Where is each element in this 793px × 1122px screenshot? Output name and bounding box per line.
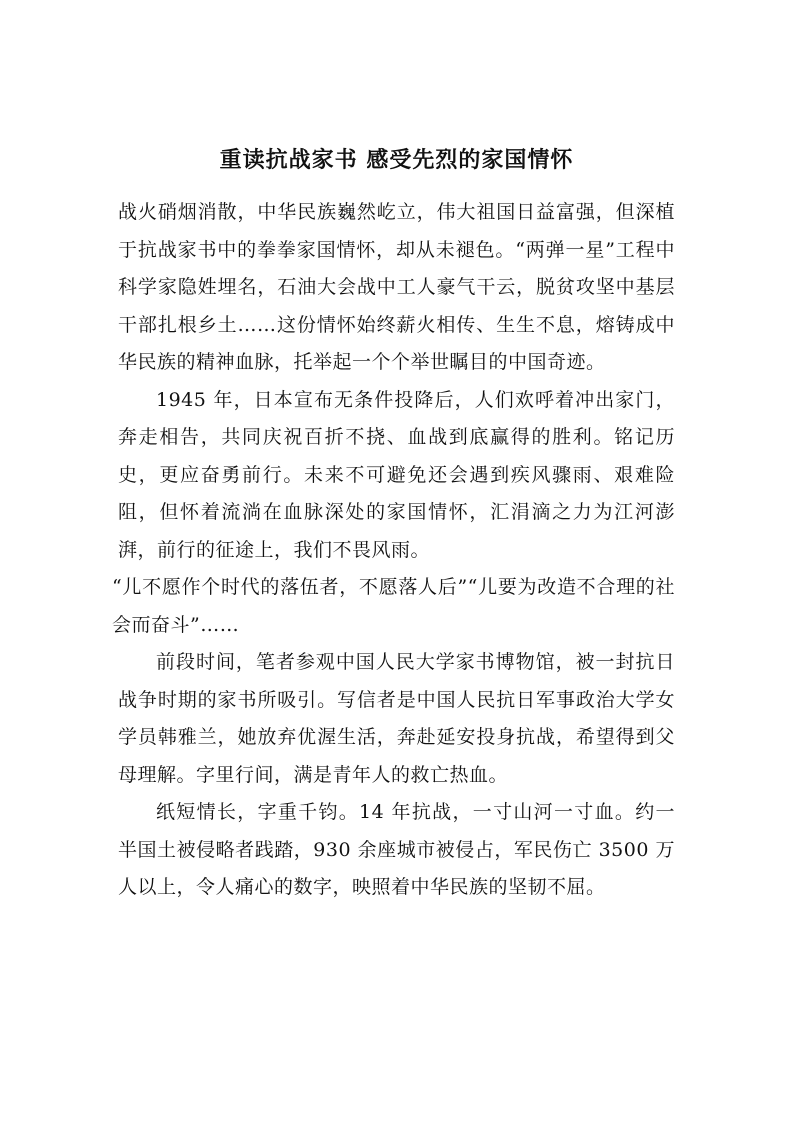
paragraph-2: 1945 年，日本宣布无条件投降后，人们欢呼着冲出家门，奔走相告，共同庆祝百折不挠、血战到底赢得的胜利。铭记历史，更应奋勇前行。未来不可避免还会遇到疾风骤雨、艰难险阻，但怀着流淌在血脉深处的家国情怀，汇涓滴之力为江河澎湃，前行的征途上，我们不畏风雨。 [118, 388, 675, 561]
paragraph-5: 纸短情长，字重千钧。14 年抗战，一寸山河一寸血。约一半国土被侵略者践踏，930 余座城市被侵占，军民伤亡 3500 万人以上，令人痛心的数字，映照着中华民族的坚韧不屈。 [118, 801, 675, 898]
document-title: 重读抗战家书 感受先烈的家国情怀 [219, 146, 574, 173]
document-body [112, 194, 675, 907]
paragraph-4: 前段时间，笔者参观中国人民大学家书博物馆，被一封抗日战争时期的家书所吸引。写信者是中国人民抗日军事政治大学女学员韩雅兰，她放弃优渥生活，奔赴延安投身抗战，希望得到父母理解。字里行间，满是青年人的救亡热血。 [118, 651, 675, 786]
paragraph-3-quote: “儿不愿作个时代的落伍者，不愿落人后”“儿要为改造不合理的社会而奋斗”…… [112, 576, 675, 636]
paragraph-1: 战火硝烟消散，中华民族巍然屹立，伟大祖国日益富强，但深植于抗战家书中的拳拳家国情怀，却从未褪色。“两弹一星”工程中科学家隐姓埋名，石油大会战中工人豪气干云，脱贫攻坚中基层干部扎根乡土……这份情怀始终薪火相传、生生不息，熔铸成中华民族的精神血脉，托举起一个个举世瞩目的中国奇迹。 [118, 201, 675, 373]
